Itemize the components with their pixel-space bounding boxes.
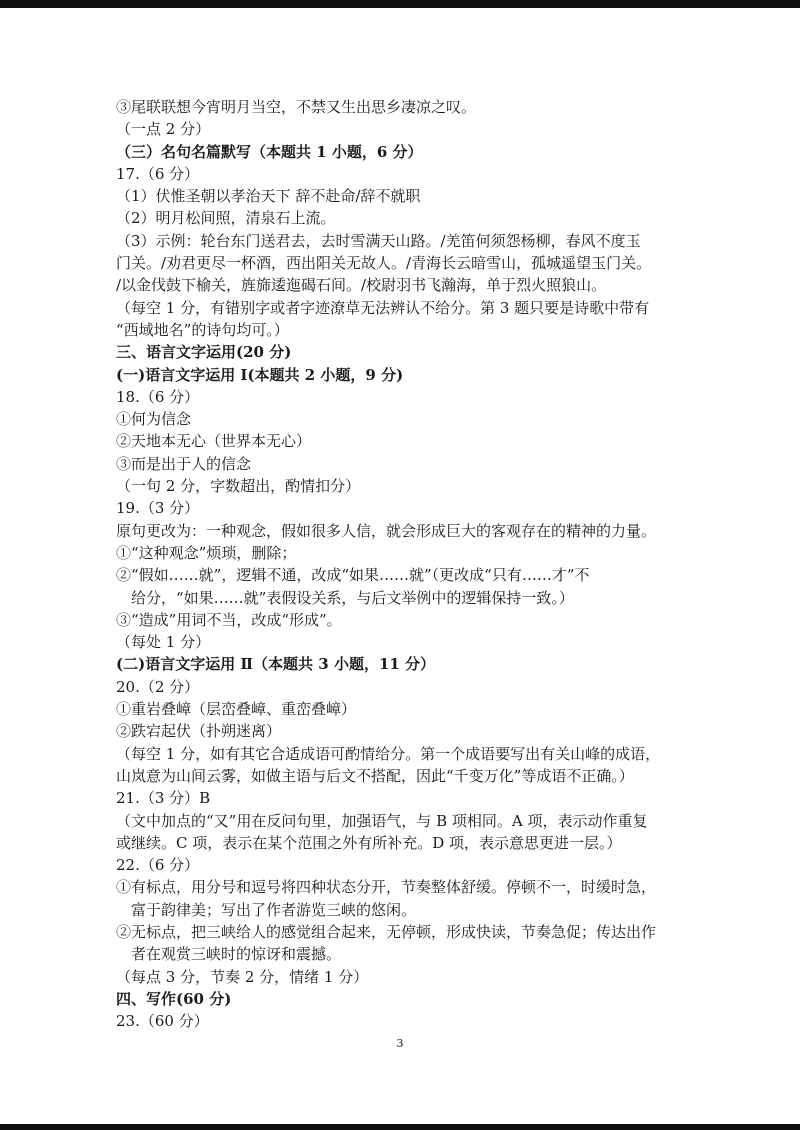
- text-line: 富于韵律美；写出了作者游览三峡的悠闲。: [131, 900, 417, 919]
- text-line: ②“假如……就”，逻辑不通，改成“如果……就”（更改成“只有……才”不: [116, 566, 590, 585]
- text-line: ③尾联联想今宵明月当空，不禁又生出思乡凄凉之叹。: [116, 98, 477, 116]
- bottom-border: [0, 1124, 800, 1130]
- question-number: 20.（2 分）: [116, 677, 200, 696]
- text-line: 原句更改为：一种观念，假如很多人信，就会形成巨大的客观存在的精神的力量。: [116, 521, 657, 540]
- section-heading: 四、写作(60 分): [116, 989, 232, 1008]
- text-line: （一点 2 分）: [116, 120, 211, 139]
- text-line: （每空 1 分，如有其它合适成语可酌情给分。第一个成语要写出有关山峰的成语，: [116, 744, 661, 763]
- text-line: （1）伏惟圣朝以孝治天下 辞不赴命/辞不就职: [116, 187, 421, 206]
- question-number: 17.（6 分）: [116, 164, 200, 183]
- page-number: 3: [396, 1037, 404, 1050]
- text-line: 山岚意为山间云雾，如做主语与后文不搭配，因此“千变万化”等成语不正确。）: [116, 766, 634, 785]
- question-number: 21.（3 分）B: [116, 789, 211, 808]
- text-line: （文中加点的“又”用在反问句里，加强语气，与 B 项相同。A 项，表示动作重复: [116, 811, 648, 830]
- text-line: ①重岩叠嶂（层峦叠嶂、重峦叠嶂）: [116, 700, 357, 719]
- text-line: （2）明月松间照，清泉石上流。: [116, 209, 336, 228]
- text-line: ③而是出于人的信念: [116, 454, 252, 473]
- text-line: 或继续。C 项，表示在某个范围之外有所补充。D 项，表示意思更进一层。）: [116, 833, 622, 852]
- text-line: ①何为信念: [116, 410, 192, 429]
- question-number: 23.（60 分）: [116, 1012, 209, 1031]
- text-line: （3）示例：轮台东门送君去，去时雪满天山路。/羌笛何须怨杨柳，春风不度玉: [116, 231, 641, 250]
- text-line: （一句 2 分，字数超出，酌情扣分）: [116, 477, 361, 496]
- section-heading: (二)语言文字运用 Ⅱ（本题共 3 小题，11 分）: [116, 655, 436, 674]
- text-line: （每点 3 分，节奏 2 分，情绪 1 分）: [116, 967, 369, 986]
- text-line: ②无标点，把三峡给人的感觉组合起来，无停顿，形成快读，节奏急促；传达出作: [116, 922, 657, 941]
- question-number: 18.（6 分）: [116, 387, 200, 406]
- text-line: 门关。/劝君更尽一杯酒，西出阳关无故人。/青海长云暗雪山，孤城遥望玉门关。: [116, 254, 652, 273]
- text-line: 者在观赏三峡时的惊讶和震撼。: [131, 945, 342, 964]
- text-line: （每空 1 分，有错别字或者字迹潦草无法辨认不给分。第 3 题只要是诗歌中带有: [116, 298, 650, 317]
- document-body: [116, 96, 696, 1032]
- text-line: ①有标点，用分号和逗号将四种状态分开，节奏整体舒缓。停顿不一，时缓时急，: [116, 878, 657, 897]
- text-line: /以金伐鼓下榆关，旌旆逶迤碣石间。/校尉羽书飞瀚海，单于烈火照狼山。: [116, 276, 607, 295]
- text-line: 给分，“如果……就”表假设关系，与后文举例中的逻辑保持一致。）: [131, 588, 574, 607]
- text-line: “西域地名”的诗句均可。）: [116, 320, 289, 339]
- section-heading: (一)语言文字运用 Ⅰ(本题共 2 小题，9 分): [116, 365, 404, 384]
- text-line: （每处 1 分）: [116, 633, 211, 652]
- section-heading: （三）名句名篇默写（本题共 1 小题，6 分）: [116, 142, 423, 161]
- top-border: [0, 0, 800, 8]
- text-line: ②跌宕起伏（扑朔迷离）: [116, 722, 282, 741]
- text-line: ③“造成”用词不当，改成“形成”。: [116, 610, 342, 629]
- text-line: ①“这种观念”烦琐，删除；: [116, 543, 297, 562]
- text-line: ②天地本无心（世界本无心）: [116, 432, 312, 451]
- question-number: 22.（6 分）: [116, 856, 200, 875]
- question-number: 19.（3 分）: [116, 499, 200, 518]
- section-heading: 三、语言文字运用(20 分): [116, 343, 292, 362]
